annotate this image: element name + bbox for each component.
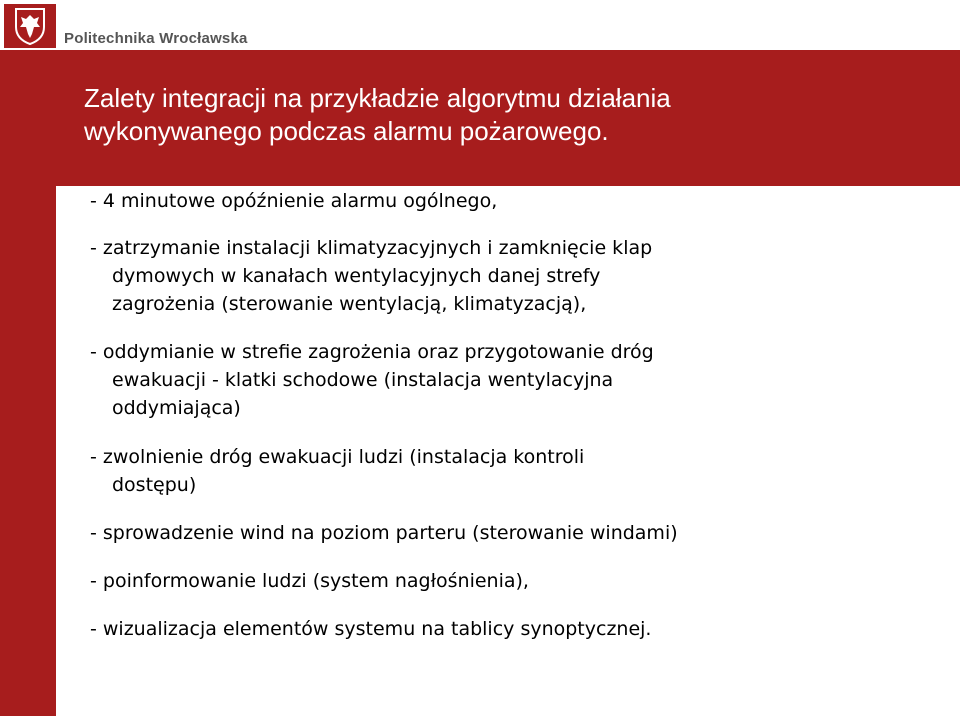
header-band	[0, 0, 960, 50]
slide-title	[84, 82, 884, 148]
list-item-line: oddymiająca)	[112, 397, 241, 419]
list-item-line: - zwolnienie dróg ewakuacji ludzi (instalacja kontroli	[90, 446, 585, 468]
list-item-line: - sprowadzenie wind na poziom parteru (sterowanie windami)	[90, 522, 678, 544]
left-accent-bar	[0, 50, 56, 716]
slide-title-line: Zalety integracji na przykładzie algorytmu działania	[84, 83, 671, 113]
list-item	[90, 443, 950, 499]
list-item	[90, 519, 950, 547]
list-item	[90, 567, 950, 595]
list-item-line: ewakuacji - klatki schodowe (instalacja wentylacyjna	[112, 369, 614, 391]
list-item	[90, 234, 950, 318]
university-name: Politechnika Wrocławska	[64, 30, 248, 47]
list-item	[90, 615, 950, 643]
list-item-line: - poinformowanie ludzi (system nagłośnienia),	[90, 570, 529, 592]
list-item-line: - zatrzymanie instalacji klimatyzacyjnych i zamknięcie klap	[90, 237, 653, 259]
slide-title-line: wykonywanego podczas alarmu pożarowego.	[84, 116, 609, 146]
university-logo	[4, 4, 56, 48]
list-item	[90, 187, 950, 215]
slide-content	[90, 187, 950, 643]
list-item-line: zagrożenia (sterowanie wentylacją, klimatyzacją),	[112, 293, 587, 315]
list-item-line: - wizualizacja elementów systemu na tablicy synoptycznej.	[90, 618, 652, 640]
list-item-line: dostępu)	[112, 474, 197, 496]
list-item-line: - 4 minutowe opóźnienie alarmu ogólnego,	[90, 190, 498, 212]
list-item-line: - oddymianie w strefie zagrożenia oraz przygotowanie dróg	[90, 341, 654, 363]
eagle-crest-icon	[14, 7, 46, 45]
list-item	[90, 338, 950, 422]
list-item-line: dymowych w kanałach wentylacyjnych danej strefy	[112, 265, 601, 287]
